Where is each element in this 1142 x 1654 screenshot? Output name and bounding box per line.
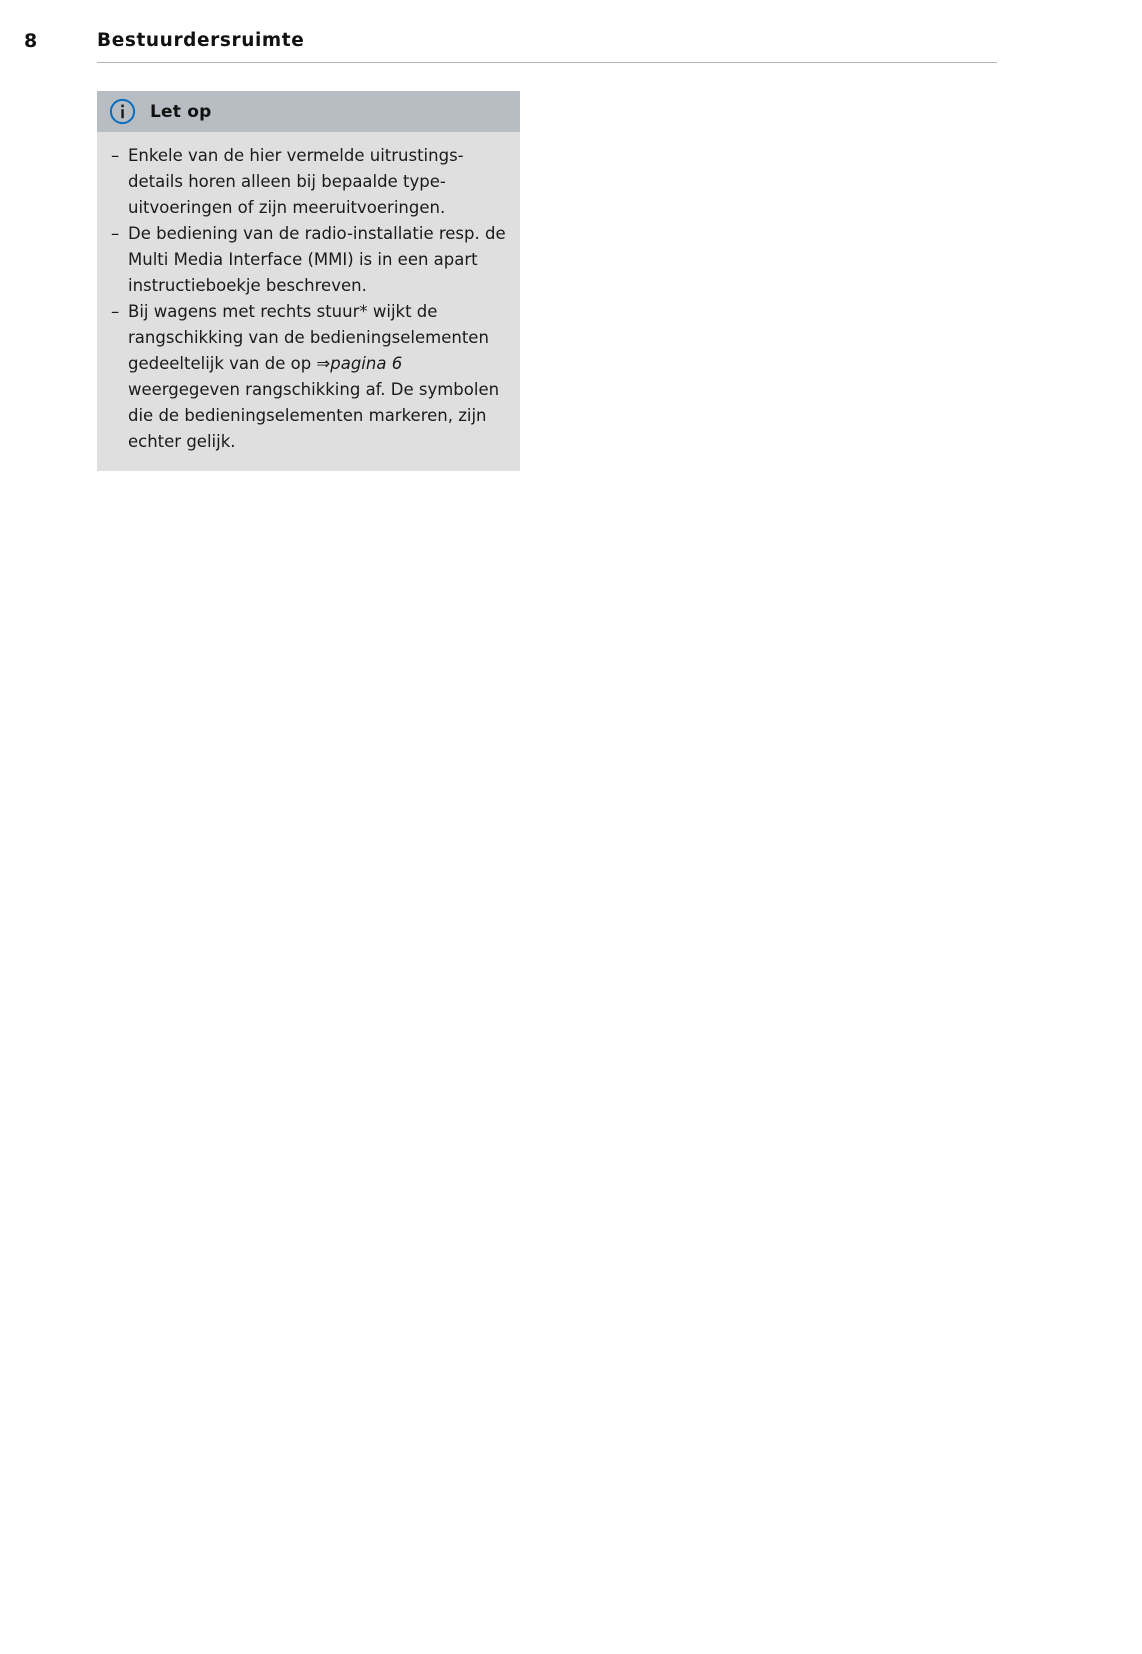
header-divider: [97, 62, 997, 63]
page-header: [0, 26, 1142, 70]
list-item-marker: –: [111, 146, 120, 165]
cross-reference-link[interactable]: [316, 354, 402, 373]
list-item-text: Enkele van de hier vermelde uitrustings-details horen alleen bij bepaalde type-uitvoeringen of zijn meeruitvoeringen.: [128, 146, 464, 217]
note-box: [97, 91, 520, 471]
page-number: 8: [24, 30, 38, 52]
list-item: [111, 143, 506, 221]
note-box-heading: Let op: [150, 101, 212, 122]
list-item-text: De bediening van de radio-installatie resp. de Multi Media Interface (MMI) is in een apart instructieboekje beschreven.: [128, 224, 506, 295]
cross-reference-label: pagina 6: [330, 354, 403, 373]
list-item-text-before: Bij wagens met rechts stuur* wijkt de rangschikking van de bedieningselementen gedeeltelijk van de op: [128, 302, 489, 373]
list-item: [111, 221, 506, 299]
list-item-text: [128, 299, 506, 455]
list-item: [111, 299, 506, 455]
note-box-body: [97, 132, 520, 471]
info-circle-icon: [109, 98, 136, 125]
arrow-right-icon: ⇒: [316, 354, 331, 373]
list-item-marker: –: [111, 302, 120, 321]
note-box-header: [97, 91, 520, 132]
page-title: Bestuurdersruimte: [97, 30, 305, 51]
list-item-text-after: weergegeven rangschikking af. De symbolen die de bedieningselementen markeren, zijn echter gelijk.: [128, 380, 500, 451]
list-item-marker: –: [111, 224, 120, 243]
